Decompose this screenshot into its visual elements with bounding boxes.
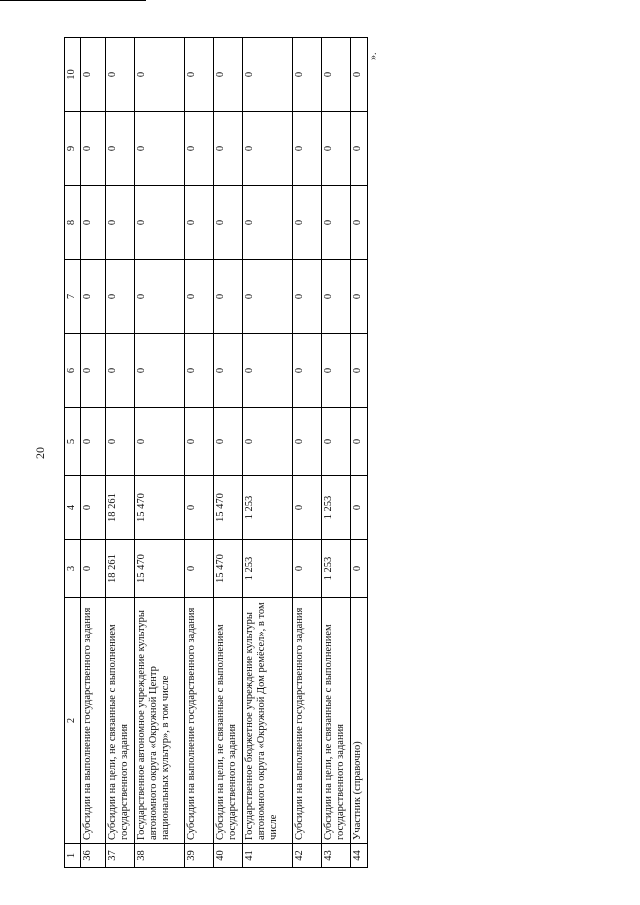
row-label-cell: Субсидии на выполнение государственного задания	[292, 598, 321, 844]
value-cell: 0	[105, 334, 134, 408]
value-cell: 0	[351, 334, 368, 408]
value-cell: 0	[80, 112, 105, 186]
table-row	[322, 38, 351, 868]
value-cell: 0	[351, 476, 368, 540]
value-cell: 18 261	[105, 476, 134, 540]
row-number-cell: 41	[242, 844, 292, 868]
row-label-cell: Субсидии на выполнение государственного задания	[184, 598, 213, 844]
header-cell: 10	[65, 38, 81, 112]
row-number-cell: 42	[292, 844, 321, 868]
header-cell: 6	[65, 334, 81, 408]
page-number: 20	[33, 447, 47, 459]
value-cell: 0	[242, 260, 292, 334]
value-cell: 0	[134, 38, 184, 112]
value-cell: 0	[184, 476, 213, 540]
value-cell: 0	[351, 260, 368, 334]
value-cell: 0	[292, 476, 321, 540]
value-cell: 1 253	[242, 540, 292, 598]
value-cell: 1 253	[322, 540, 351, 598]
rotated-page	[32, 38, 380, 868]
value-cell: 0	[134, 112, 184, 186]
value-cell: 0	[351, 540, 368, 598]
row-number-cell: 38	[134, 844, 184, 868]
row-label-cell: Субсидии на цели, не связанные с выполнением государственного задания	[213, 598, 242, 844]
value-cell: 0	[213, 112, 242, 186]
row-number-cell: 39	[184, 844, 213, 868]
row-number-cell: 43	[322, 844, 351, 868]
table-row	[80, 38, 105, 868]
value-cell: 0	[213, 408, 242, 476]
value-cell: 0	[134, 260, 184, 334]
end-mark: ».	[368, 52, 379, 60]
value-cell: 0	[184, 334, 213, 408]
value-cell: 0	[351, 38, 368, 112]
value-cell: 0	[134, 334, 184, 408]
value-cell: 0	[322, 112, 351, 186]
value-cell: 0	[105, 186, 134, 260]
row-label-cell: Государственное автономное учреждение культуры автономного округа «Окружной Центр национальных культур», в том числе	[134, 598, 184, 844]
value-cell: 0	[184, 540, 213, 598]
value-cell: 0	[242, 186, 292, 260]
value-cell: 0	[351, 112, 368, 186]
value-cell: 0	[80, 186, 105, 260]
row-label-cell: Государственное бюджетное учреждение культуры автономного округа «Окружной Дом ремёсел», в том числе	[242, 598, 292, 844]
value-cell: 0	[80, 476, 105, 540]
header-cell: 8	[65, 186, 81, 260]
table-row	[292, 38, 321, 868]
budget-table	[64, 37, 368, 868]
row-label-cell: Субсидии на выполнение государственного задания	[80, 598, 105, 844]
value-cell: 0	[80, 408, 105, 476]
value-cell: 0	[184, 408, 213, 476]
table-row	[134, 38, 184, 868]
value-cell: 0	[322, 408, 351, 476]
value-cell: 0	[105, 260, 134, 334]
row-number-cell: 36	[80, 844, 105, 868]
table-row	[242, 38, 292, 868]
value-cell: 15 470	[213, 476, 242, 540]
value-cell: 0	[213, 186, 242, 260]
value-cell: 0	[292, 260, 321, 334]
row-label-cell: Субсидии на цели, не связанные с выполнением государственного задания	[322, 598, 351, 844]
value-cell: 0	[105, 112, 134, 186]
value-cell: 18 261	[105, 540, 134, 598]
value-cell: 0	[322, 38, 351, 112]
value-cell: 0	[105, 408, 134, 476]
value-cell: 0	[292, 408, 321, 476]
value-cell: 0	[242, 334, 292, 408]
header-cell: 7	[65, 260, 81, 334]
row-number-cell: 37	[105, 844, 134, 868]
value-cell: 0	[292, 186, 321, 260]
value-cell: 0	[292, 540, 321, 598]
value-cell: 0	[242, 112, 292, 186]
table-row	[184, 38, 213, 868]
header-cell: 3	[65, 540, 81, 598]
value-cell: 0	[292, 112, 321, 186]
value-cell: 0	[184, 38, 213, 112]
value-cell: 15 470	[134, 476, 184, 540]
value-cell: 0	[242, 38, 292, 112]
value-cell: 0	[322, 260, 351, 334]
value-cell: 0	[351, 186, 368, 260]
value-cell: 0	[322, 334, 351, 408]
value-cell: 0	[213, 334, 242, 408]
header-cell: 5	[65, 408, 81, 476]
value-cell: 0	[105, 38, 134, 112]
table-row	[105, 38, 134, 868]
value-cell: 1 253	[242, 476, 292, 540]
row-number-cell: 40	[213, 844, 242, 868]
value-cell: 1 253	[322, 476, 351, 540]
value-cell: 0	[80, 334, 105, 408]
value-cell: 0	[242, 408, 292, 476]
value-cell: 0	[134, 186, 184, 260]
header-cell: 9	[65, 112, 81, 186]
value-cell: 0	[213, 260, 242, 334]
value-cell: 15 470	[213, 540, 242, 598]
header-cell: 1	[65, 844, 81, 868]
value-cell: 0	[292, 38, 321, 112]
value-cell: 0	[184, 186, 213, 260]
row-label-cell: Участник (справочно)	[351, 598, 368, 844]
value-cell: 0	[134, 408, 184, 476]
table-header-row	[65, 38, 81, 868]
top-rule	[0, 0, 146, 1]
value-cell: 0	[80, 540, 105, 598]
row-label-cell: Субсидии на цели, не связанные с выполнением государственного задания	[105, 598, 134, 844]
value-cell: 0	[213, 38, 242, 112]
value-cell: 15 470	[134, 540, 184, 598]
value-cell: 0	[80, 38, 105, 112]
value-cell: 0	[184, 112, 213, 186]
table-row	[213, 38, 242, 868]
header-cell: 2	[65, 598, 81, 844]
value-cell: 0	[322, 186, 351, 260]
value-cell: 0	[80, 260, 105, 334]
value-cell: 0	[351, 408, 368, 476]
value-cell: 0	[292, 334, 321, 408]
value-cell: 0	[184, 260, 213, 334]
row-number-cell: 44	[351, 844, 368, 868]
table-row	[351, 38, 368, 868]
header-cell: 4	[65, 476, 81, 540]
